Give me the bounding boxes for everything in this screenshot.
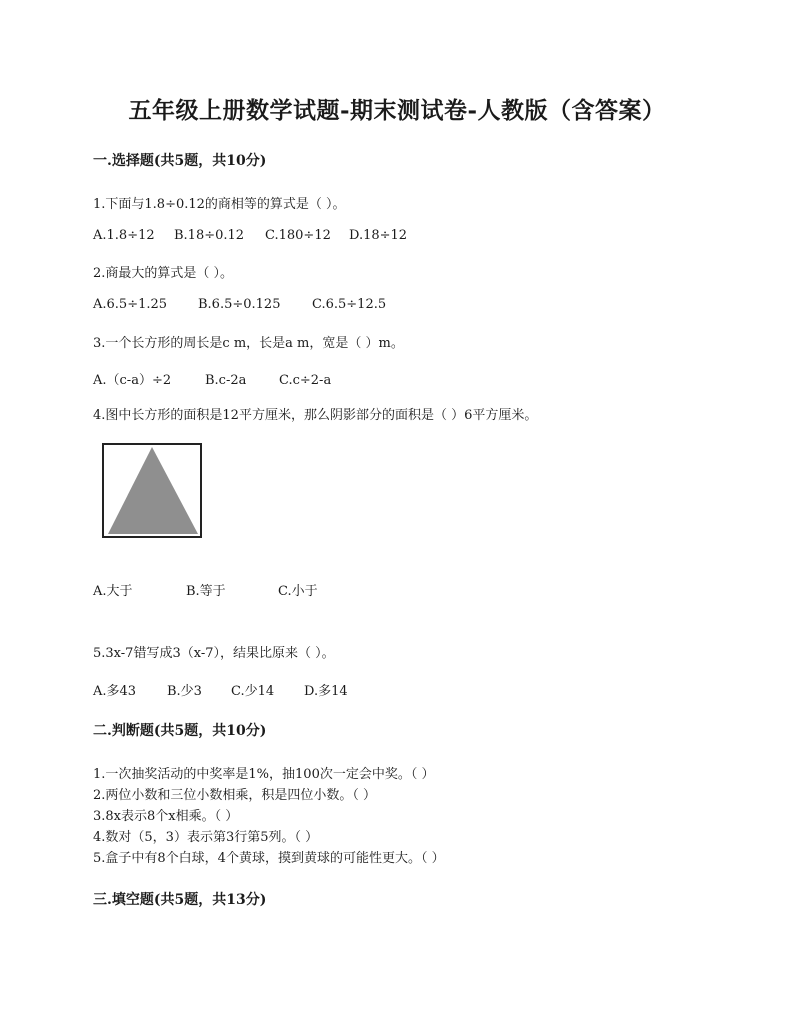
option: B.18÷0.12 xyxy=(174,228,245,243)
question-5-options xyxy=(93,680,348,699)
rectangle-triangle-figure xyxy=(102,443,202,538)
judge-item-2: 2.两位小数和三位小数相乘，积是四位小数。（ ） xyxy=(93,788,377,803)
judge-item-4: 4.数对（5，3）表示第3行第5列。（ ） xyxy=(93,830,319,845)
option: D.18÷12 xyxy=(349,228,408,243)
question-1: 1.下面与1.8÷0.12的商相等的算式是（ ）。 xyxy=(93,197,346,212)
page-title: 五年级上册数学试题-期末测试卷-人教版（含答案） xyxy=(128,97,666,124)
option: C.c÷2-a xyxy=(279,373,332,388)
shaded-triangle-icon xyxy=(104,445,200,536)
question-3: 3.一个长方形的周长是c m，长是a m，宽是（ ）m。 xyxy=(93,336,404,351)
question-1-options xyxy=(93,228,407,243)
option: D.多14 xyxy=(304,684,348,699)
option: C.180÷12 xyxy=(265,228,331,243)
section-heading-judge: 二.判断题(共5题，共10分) xyxy=(93,723,267,739)
option: C.小于 xyxy=(278,584,318,599)
judge-item-1: 1.一次抽奖活动的中奖率是1%，抽100次一定会中奖。（ ） xyxy=(93,767,435,782)
option: C.6.5÷12.5 xyxy=(312,297,387,312)
option: A.6.5÷1.25 xyxy=(93,297,168,312)
option: B.c-2a xyxy=(205,373,247,388)
option: A.多43 xyxy=(93,684,137,699)
question-2-options xyxy=(93,297,386,312)
option: A.大于 xyxy=(93,584,133,599)
option: B.6.5÷0.125 xyxy=(198,297,281,312)
option: C.少14 xyxy=(231,684,275,699)
question-4-options xyxy=(93,580,318,599)
question-5: 5.3x-7错写成3（x-7），结果比原来（ ）。 xyxy=(93,646,335,661)
question-2: 2.商最大的算式是（ ）。 xyxy=(93,266,234,281)
option: A.（c-a）÷2 xyxy=(93,373,172,388)
option: B.少3 xyxy=(167,684,202,699)
judge-item-5: 5.盒子中有8个白球，4个黄球，摸到黄球的可能性更大。（ ） xyxy=(93,851,445,866)
section-heading-fill: 三.填空题(共5题，共13分) xyxy=(93,892,267,908)
section-heading-choice: 一.选择题(共5题，共10分) xyxy=(93,153,267,169)
option: B.等于 xyxy=(186,584,226,599)
judge-item-3: 3.8x表示8个x相乘。（ ） xyxy=(93,809,239,824)
option: A.1.8÷12 xyxy=(93,228,155,243)
question-3-options xyxy=(93,369,331,388)
question-4: 4.图中长方形的面积是12平方厘米，那么阴影部分的面积是（ ）6平方厘米。 xyxy=(93,408,538,423)
